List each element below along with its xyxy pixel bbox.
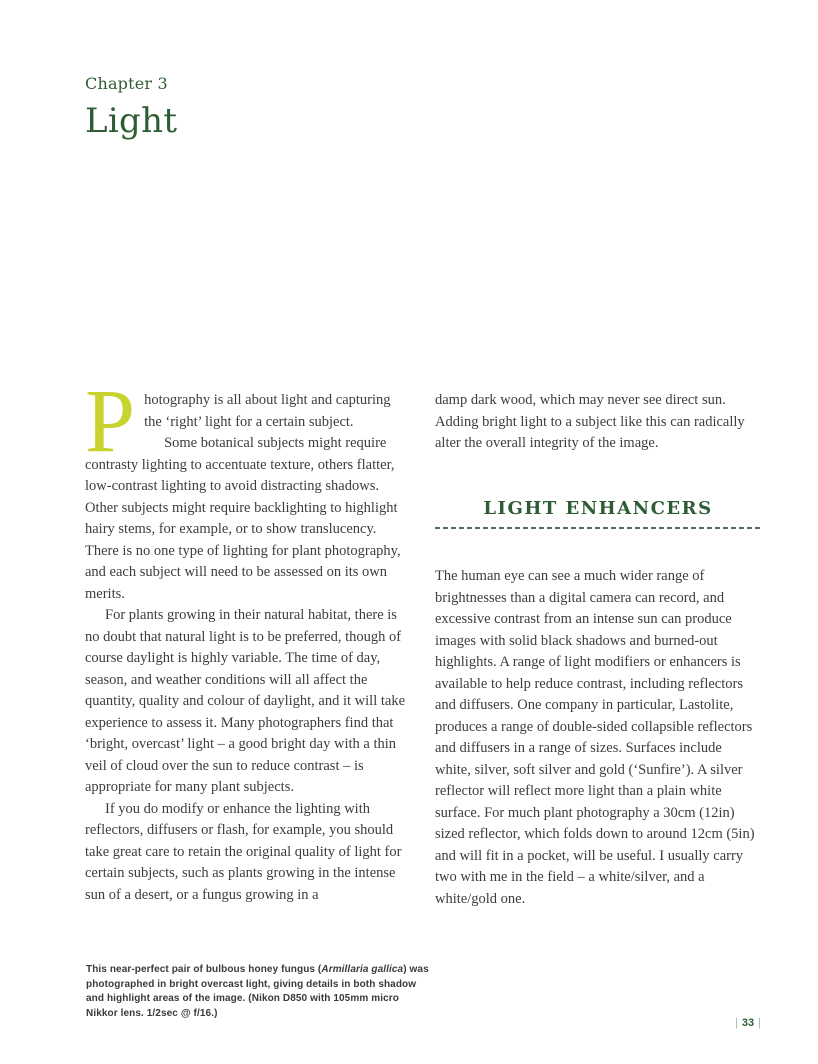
page-number-bracket-left: | [735, 1017, 738, 1029]
page-header [85, 74, 177, 141]
left-column [85, 372, 411, 910]
section-heading: LIGHT ENHANCERS [483, 497, 713, 519]
continuation-paragraph: damp dark wood, which may never see direct sun. Adding bright light to a subject like this can radically alter the overall integrity of the image. [435, 392, 745, 451]
paragraph: If you do modify or enhance the lighting with reflectors, diffusers or flash, for example, you should take great care to retain the original quality of light for certain subjects, such as plants growing in the intense sun of a desert, or a fungus growing in a [85, 800, 402, 903]
photo-caption [86, 963, 431, 1021]
drop-cap-letter: P [85, 372, 136, 471]
caption-text: ) was photographed in bright overcast light, giving details in both shadow and highlight areas of the image. (Nikon D850 with 105mm micro Nikkor lens. 1/2sec @ f/16.) [86, 964, 429, 1019]
caption-species-name: Armillaria gallica [321, 964, 404, 975]
opening-paragraph-text: hotography is all about light and capturing the ‘right’ light for a certain subject. [144, 392, 391, 430]
body-columns [85, 372, 761, 910]
opening-paragraph [85, 372, 411, 471]
dashed-rule [435, 527, 761, 529]
page-number-value: 33 [741, 1017, 755, 1029]
chapter-label: Chapter 3 [85, 74, 168, 93]
page-number-bracket-right: | [758, 1017, 761, 1029]
right-column [435, 390, 761, 910]
section-heading-block [435, 498, 761, 530]
page-title: Light [85, 101, 178, 141]
section-body-paragraph: The human eye can see a much wider range of brightnesses than a digital camera can record, and excessive contrast from an intense sun can produce images with solid black shadows and burned-out highlights. A range of light modifiers or enhancers is available to help reduce contrast, including reflectors and diffusers. One company in particular, Lastolite, produces a range of double-sided collapsible reflectors and diffusers in a range of sizes. Surfaces include white, silver, soft silver and gold (‘Sunfire’). A silver reflector will reflect more light than a plain white surface. For much plant photography a 30cm (12in) sized reflector, which folds down to around 12cm (5in) and will fit in a pocket, will be useful. I usually carry two with me in the field – a white/silver, and a white/gold one. [435, 568, 755, 907]
page-number [735, 1016, 761, 1030]
caption-text: This near-perfect pair of bulbous honey fungus ( [86, 964, 322, 975]
paragraph: For plants growing in their natural habitat, there is no doubt that natural light is to be preferred, though of course daylight is highly variable. The time of day, season, and weather conditions will all affect the quantity, quality and colour of daylight, and it will take experience to assess it. Many photographers find that ‘bright, overcast’ light – a good bright day with a thin veil of cloud over the sun to reduce contrast – is appropriate for many plant subjects. [85, 607, 406, 795]
paragraph: Some botanical subjects might require contrasty lighting to accentuate texture, others flatter, low-contrast lighting to avoid distracting shadows. Other subjects might require backlighting to highlight hairy stems, for example, or to show translucency. There is no one type of lighting for plant photography, and each subject will need to be assessed on its own merits. [85, 435, 401, 602]
